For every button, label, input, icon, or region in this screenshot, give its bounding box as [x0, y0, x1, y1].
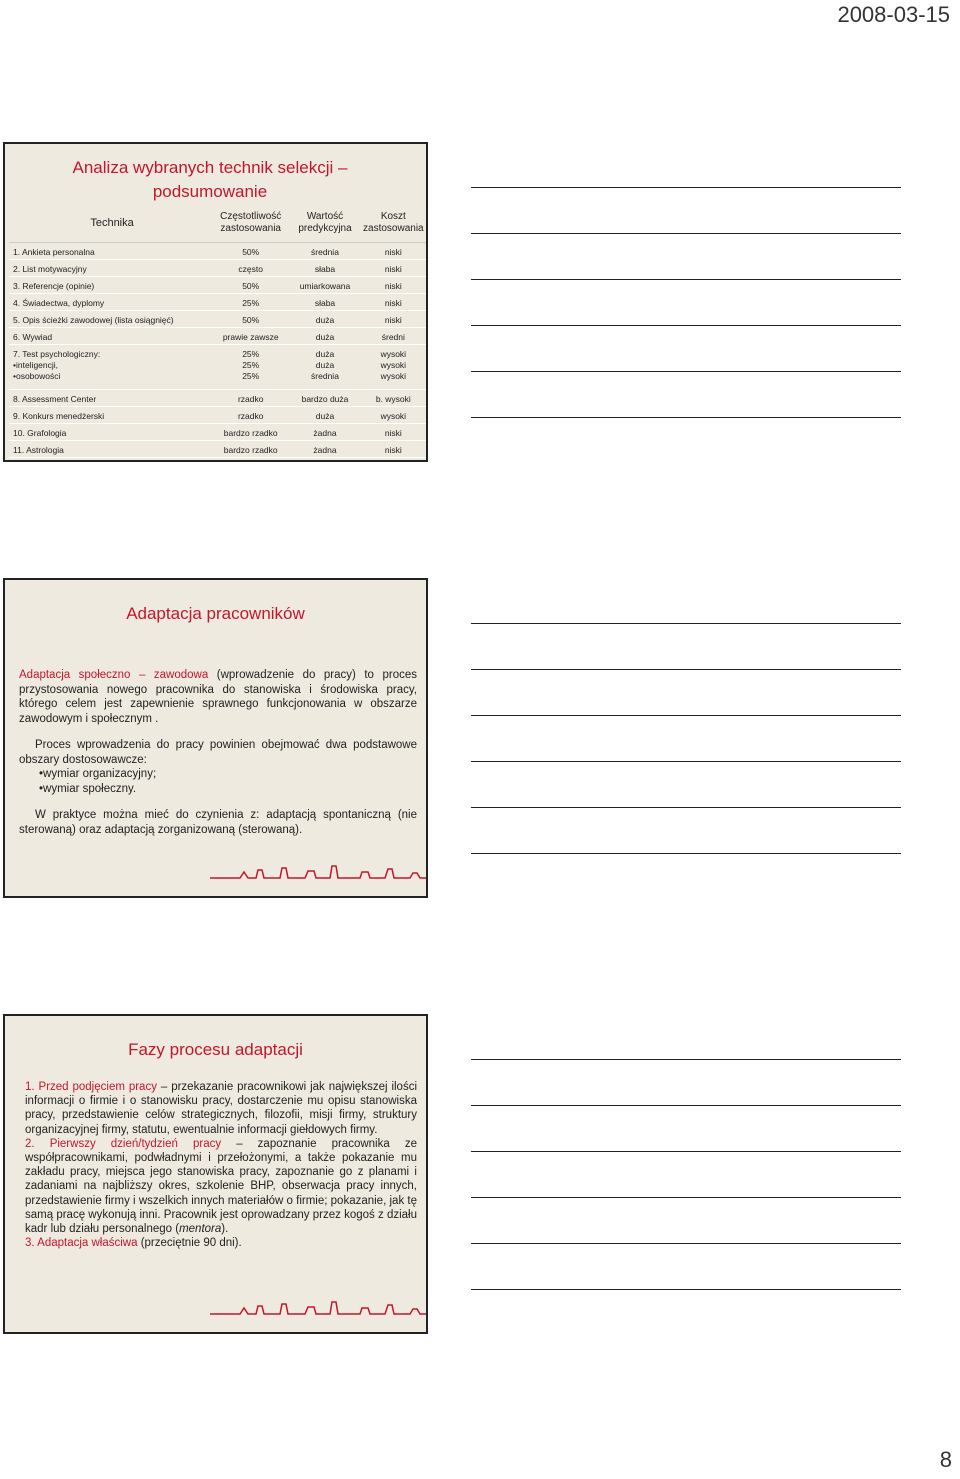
- table-cell: słaba: [314, 263, 336, 274]
- page-number: 8: [939, 1447, 952, 1472]
- decorative-skyline-icon: [210, 862, 428, 884]
- phase-name: Przed podjęciem pracy: [38, 1081, 157, 1093]
- table-cell: 50%: [242, 246, 260, 257]
- table-row: [9, 442, 427, 458]
- table-cell: bardzo rzadko: [223, 427, 278, 438]
- slide-title: Adaptacja pracowników: [126, 604, 305, 623]
- table-cell: rzadko: [237, 393, 264, 404]
- areas-text: Proces wprowadzenia do pracy powinien obejmować dwa podstawowe obszary dostosowawcze:: [19, 739, 417, 766]
- table-cell: 6. Wywiad: [13, 331, 53, 342]
- table-row: [9, 261, 427, 277]
- table-cell: [9, 349, 211, 382]
- table-cell: [360, 349, 427, 382]
- phase-name: Pierwszy dzień/tydzień pracy: [49, 1137, 222, 1150]
- table-cell: 11. Astrologia: [13, 444, 64, 455]
- header-cell: Wartość predykcyjna: [298, 211, 352, 234]
- cell-line: średnia: [311, 371, 339, 381]
- table-cell: bardzo rzadko: [223, 444, 278, 455]
- slide-title: [65, 156, 355, 204]
- phase-description-end: ).: [221, 1223, 229, 1236]
- cell-line: wysoki: [380, 349, 407, 359]
- slide-selection-techniques: [3, 142, 428, 462]
- table-row: [9, 295, 427, 311]
- table-cell: żadna: [313, 444, 337, 455]
- table-header: [9, 204, 427, 243]
- slide-body: [25, 1080, 417, 1250]
- table-cell: 10. Grafologia: [13, 427, 67, 438]
- table-cell: duża: [315, 331, 335, 342]
- cell-line: •inteligencji,: [13, 360, 59, 370]
- bullet-item: •wymiar społeczny.: [39, 782, 137, 795]
- table-cell: 8. Assessment Center: [13, 393, 97, 404]
- definition-text: (wprowadzenie do pracy) to proces przystosowania nowego pracownika do stanowiska i środowiska pracy, którego celem jest zapewnienie sprawnego funkcjonowania w obszarze zawodowym i społecznym .: [19, 669, 417, 725]
- phase-item: [25, 1137, 417, 1236]
- slide-adaptation-phases: [3, 1014, 428, 1334]
- phase-description: – przekazanie pracownikowi jak największej ilości informacji o firmie i o stanowisku pracy, dostarczenie mu opisu stanowiska pracy, przedstawienie celów strategicznych, filozofii, misji firmy, struktury organizacyjnej firmy, statutu, ewentualnie informacji giełdowych firmy.: [25, 1081, 418, 1136]
- table-cell: prawie zawsze: [222, 331, 279, 342]
- table-cell: 2. List motywacyjny: [13, 263, 87, 274]
- phase-description: (przeciętnie 90 dni).: [137, 1237, 242, 1250]
- table-cell: niski: [384, 297, 402, 308]
- table-row: [9, 391, 427, 407]
- table-cell: niski: [384, 263, 402, 274]
- table-cell: niski: [384, 314, 402, 325]
- table-cell: niski: [384, 280, 402, 291]
- term-highlight: Adaptacja społeczno – zawodowa: [19, 669, 209, 681]
- cell-line: duża: [315, 349, 335, 359]
- paragraph-practice: [19, 808, 417, 837]
- table-cell: niski: [384, 444, 402, 455]
- table-row: [9, 312, 427, 328]
- mentor-term: mentora: [179, 1223, 222, 1236]
- table-cell: 4. Świadectwa, dyplomy: [13, 297, 105, 308]
- print-date: 2008-03-15: [837, 2, 950, 27]
- phase-description: – zapoznanie pracownika ze współpracownikami, podwładnymi i przełożonymi, a także pokazanie mu zakładu pracy, miejsca jego stanowiska pracy, zapoznanie go z planami i zadaniami na najbliższy okres, szkolenie BHP, obserwacja pracy innych, przedstawienie firmy i wszelkich innych materiałów o firmie; pokazanie, jak tę samą pracę wykonują inni. Pracownik jest oprowadzany przez kogoś z działu kadr lub działu personalnego (: [25, 1137, 417, 1236]
- phase-number: 1.: [25, 1081, 35, 1093]
- table-cell: średni: [381, 331, 405, 342]
- header-cell: Technika: [90, 217, 134, 229]
- table-cell: b. wysoki: [375, 393, 411, 404]
- paragraph-areas: [19, 738, 417, 767]
- decorative-skyline-icon: [210, 1298, 428, 1320]
- table-cell: umiarkowana: [299, 280, 351, 291]
- table-cell: 50%: [242, 314, 260, 325]
- table-row: [9, 278, 427, 294]
- phase-item: [25, 1236, 417, 1250]
- bullet-item: •wymiar organizacyjny;: [39, 768, 157, 780]
- cell-line: wysoki: [380, 371, 407, 381]
- table-cell: wysoki: [380, 410, 407, 421]
- header-cell: Koszt zastosowania: [363, 211, 424, 234]
- table-cell: duża: [315, 410, 335, 421]
- cell-line: 25%: [242, 360, 260, 370]
- cell-line: duża: [315, 360, 335, 370]
- table-row: [9, 408, 427, 424]
- header-cell: Częstotliwość zastosowania: [220, 211, 282, 234]
- title-text: Analiza wybranych technik selekcji – podsumowanie: [72, 158, 348, 201]
- cell-line: 25%: [242, 371, 260, 381]
- table-cell: słaba: [314, 297, 336, 308]
- table-cell: duża: [315, 314, 335, 325]
- cell-line: •osobowości: [13, 371, 61, 381]
- table-cell: 9. Konkurs menedżerski: [13, 410, 105, 421]
- phase-number: 3.: [25, 1237, 35, 1250]
- cell-line: wysoki: [380, 360, 407, 370]
- table-row: [9, 244, 427, 260]
- table-cell: średnia: [311, 246, 339, 257]
- table-cell: [211, 349, 290, 382]
- table-cell: 3. Referencje (opinie): [13, 280, 95, 291]
- table-cell: [290, 349, 359, 382]
- table-cell: 50%: [242, 280, 260, 291]
- table-row: [9, 346, 427, 390]
- paragraph-definition: [19, 668, 417, 726]
- table-cell: niski: [384, 427, 402, 438]
- slide-body: [19, 668, 417, 849]
- table-row: [9, 329, 427, 345]
- slide-employee-adaptation: [3, 578, 428, 898]
- phase-number: 2.: [25, 1137, 35, 1150]
- table-cell: niski: [384, 246, 402, 257]
- table-cell: 5. Opis ścieżki zawodowej (lista osiągnięć): [13, 314, 174, 325]
- techniques-table: [9, 204, 427, 458]
- table-row: [9, 425, 427, 441]
- table-cell: bardzo duża: [301, 393, 349, 404]
- table-cell: 1. Ankieta personalna: [13, 246, 95, 257]
- table-cell: rzadko: [237, 410, 264, 421]
- slide-title: Fazy procesu adaptacji: [128, 1040, 303, 1059]
- table-cell: 25%: [242, 297, 260, 308]
- practice-text: W praktyce można mieć do czynienia z: adaptacją spontaniczną (nie sterowaną) oraz adaptacją zorganizowaną (sterowaną).: [19, 809, 417, 836]
- table-cell: żadna: [313, 427, 337, 438]
- phase-name: Adaptacja właściwa: [37, 1237, 138, 1250]
- cell-line: 25%: [242, 349, 260, 359]
- phase-item: [25, 1080, 417, 1137]
- table-cell: często: [238, 263, 263, 274]
- cell-line: 7. Test psychologiczny:: [13, 349, 101, 359]
